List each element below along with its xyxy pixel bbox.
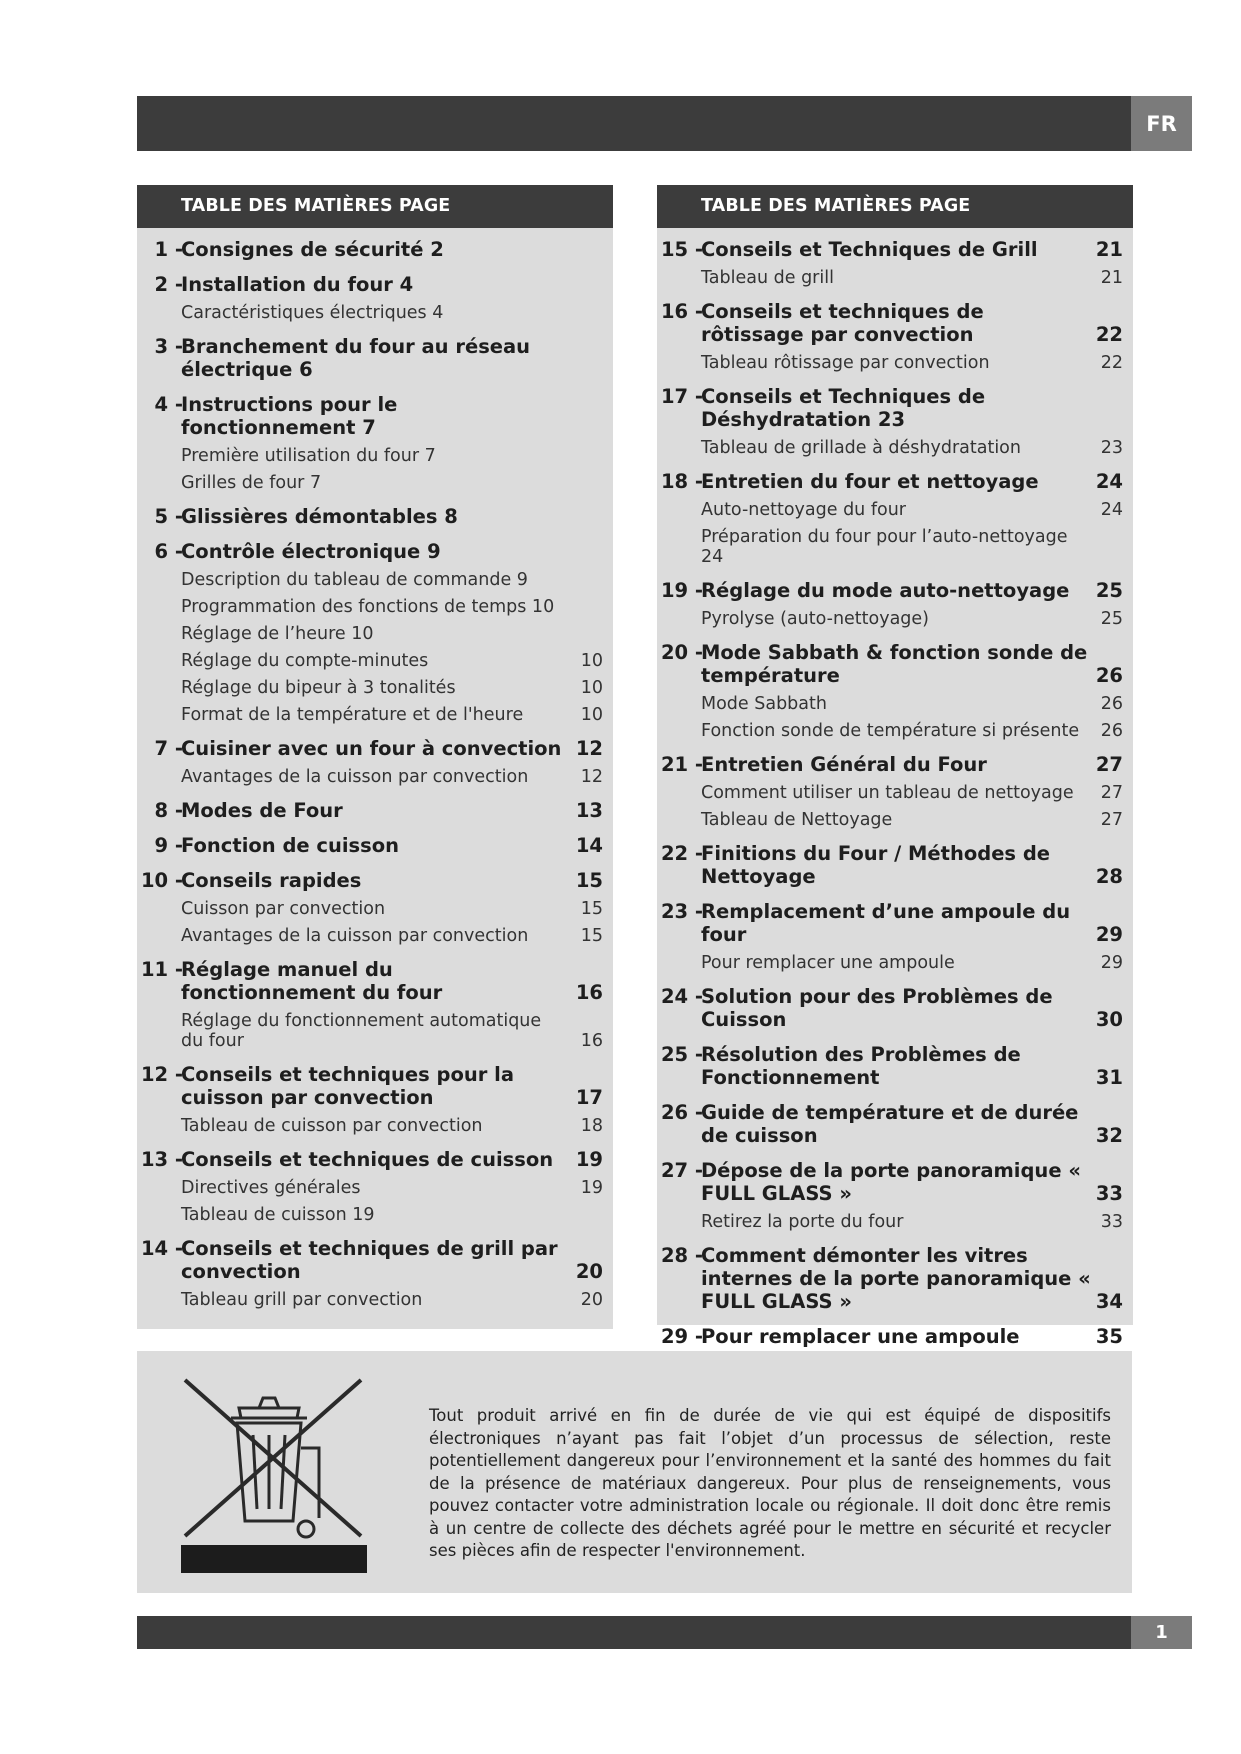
toc-subentry [657,609,1133,629]
toc-right-header: TABLE DES MATIÈRES PAGE [657,185,1133,228]
toc-chapter-entry [137,335,613,381]
toc-chapter-entry [137,869,613,892]
toc-subentry [657,527,1133,567]
chapter-page: 22 [1095,323,1123,346]
subentry-title: Réglage du fonctionnement automatique du four [181,1011,542,1051]
chapter-title: Glissières démontables 8 [181,505,458,528]
chapter-title: Comment démonter les vitres internes de la porte panoramique « FULL GLASS » [701,1244,1091,1313]
toc-chapter-entry [137,505,613,528]
chapter-number: 28 - [660,1244,703,1267]
chapter-title: Instructions pour le fonctionnement 7 [181,393,398,439]
toc-subentry [657,694,1133,714]
chapter-number: 11 - [140,958,183,981]
chapter-number: 26 - [660,1101,703,1124]
subentry-page: 25 [1100,609,1123,629]
chapter-page: 32 [1095,1124,1123,1147]
chapter-number: 2 - [154,273,183,296]
chapter-page: 17 [575,1086,603,1109]
chapter-title: Conseils et techniques de rôtissage par convection [701,300,984,346]
chapter-number: 3 - [154,335,183,358]
bottom-footer-bar [137,1616,1131,1649]
toc-subentry [657,268,1133,288]
subentry-title: Description du tableau de commande 9 [181,570,528,590]
toc-right-column [657,185,1133,1348]
chapter-number: 19 - [660,579,703,602]
chapter-number: 20 - [660,641,703,664]
subentry-page: 27 [1100,810,1123,830]
chapter-page: 31 [1095,1066,1123,1089]
toc-chapter-entry [657,1244,1133,1313]
chapter-page: 21 [1095,238,1123,261]
toc-subentry [657,721,1133,741]
toc-chapter-entry [137,834,613,857]
chapter-title: Contrôle électronique 9 [181,540,441,563]
toc-chapter-entry [137,540,613,563]
subentry-title: Tableau de grill [701,268,834,288]
toc-chapter-entry [657,579,1133,602]
toc-chapter-entry [137,1237,613,1283]
subentry-page: 15 [580,926,603,946]
chapter-page: 12 [575,737,603,760]
subentry-title: Programmation des fonctions de temps 10 [181,597,555,617]
chapter-title: Finitions du Four / Méthodes de Nettoyage [701,842,1051,888]
subentry-page: 26 [1100,694,1123,714]
subentry-page: 21 [1100,268,1123,288]
chapter-title: Réglage du mode auto-nettoyage [701,579,1070,602]
chapter-page: 35 [1095,1325,1123,1348]
toc-subentry [137,303,613,323]
subentry-title: Cuisson par convection [181,899,386,919]
chapter-title: Modes de Four [181,799,343,822]
toc-subentry [137,473,613,493]
weee-disposal-notice [137,1351,1132,1593]
subentry-page: 33 [1100,1212,1123,1232]
chapter-title: Conseils et Techniques de Grill [701,238,1038,261]
toc-subentry [137,446,613,466]
toc-left-list [137,228,613,1310]
chapter-page: 13 [575,799,603,822]
crossed-out-wheelie-bin-icon [179,1373,369,1573]
toc-chapter-entry [657,470,1133,493]
toc-subentry [657,1212,1133,1232]
subentry-title: Avantages de la cuisson par convection [181,767,529,787]
subentry-page: 26 [1100,721,1123,741]
chapter-number: 4 - [154,393,183,416]
subentry-page: 27 [1100,783,1123,803]
chapter-page: 19 [575,1148,603,1171]
chapter-title: Branchement du four au réseau électrique 6 [181,335,531,381]
chapter-page: 14 [575,834,603,857]
toc-subentry [657,953,1133,973]
toc-subentry [657,353,1133,373]
subentry-page: 12 [580,767,603,787]
chapter-page: 27 [1095,753,1123,776]
chapter-page: 26 [1095,664,1123,687]
toc-chapter-entry [137,393,613,439]
toc-chapter-entry [137,958,613,1004]
subentry-title: Directives générales [181,1178,361,1198]
toc-chapter-entry [137,1063,613,1109]
subentry-title: Mode Sabbath [701,694,827,714]
page-number: 1 [1131,1616,1192,1649]
subentry-title: Format de la température et de l'heure [181,705,524,725]
toc-chapter-entry [657,1101,1133,1147]
toc-subentry [137,678,613,698]
chapter-title: Mode Sabbath & fonction sonde de température [701,641,1088,687]
toc-subentry [137,1011,613,1051]
chapter-number: 12 - [140,1063,183,1086]
toc-subentry [137,899,613,919]
chapter-title: Consignes de sécurité 2 [181,238,444,261]
chapter-number: 10 - [140,869,183,892]
chapter-page: 15 [575,869,603,892]
toc-chapter-entry [657,842,1133,888]
chapter-number: 25 - [660,1043,703,1066]
subentry-page: 10 [580,678,603,698]
subentry-title: Comment utiliser un tableau de nettoyage [701,783,1074,803]
toc-subentry [657,810,1133,830]
toc-subentry [137,1205,613,1225]
subentry-title: Réglage du compte-minutes [181,651,429,671]
subentry-title: Réglage de l’heure 10 [181,624,374,644]
chapter-title: Réglage manuel du fonctionnement du four [181,958,443,1004]
toc-chapter-entry [137,799,613,822]
chapter-number: 22 - [660,842,703,865]
chapter-number: 16 - [660,300,703,323]
subentry-title: Pyrolyse (auto-nettoyage) [701,609,930,629]
toc-chapter-entry [657,1043,1133,1089]
subentry-title: Avantages de la cuisson par convection [181,926,529,946]
subentry-title: Tableau de cuisson 19 [181,1205,375,1225]
chapter-page: 28 [1095,865,1123,888]
toc-chapter-entry [137,737,613,760]
toc-chapter-entry [657,900,1133,946]
chapter-page: 34 [1095,1290,1123,1313]
subentry-title: Retirez la porte du four [701,1212,904,1232]
toc-subentry [137,926,613,946]
toc-subentry [137,1178,613,1198]
chapter-number: 13 - [140,1148,183,1171]
chapter-page: 20 [575,1260,603,1283]
toc-chapter-entry [657,385,1133,431]
chapter-number: 9 - [154,834,183,857]
chapter-title: Entretien Général du Four [701,753,987,776]
toc-chapter-entry [137,1148,613,1171]
toc-subentry [137,1116,613,1136]
toc-subentry [657,438,1133,458]
subentry-title: Tableau rôtissage par convection [701,353,990,373]
subentry-title: Première utilisation du four 7 [181,446,436,466]
subentry-page: 10 [580,651,603,671]
chapter-number: 29 - [660,1325,703,1348]
toc-subentry [137,1290,613,1310]
chapter-page: 24 [1095,470,1123,493]
chapter-number: 27 - [660,1159,703,1182]
toc-subentry [137,705,613,725]
subentry-page: 16 [580,1031,603,1051]
toc-left-header: TABLE DES MATIÈRES PAGE [137,185,613,228]
subentry-page: 20 [580,1290,603,1310]
chapter-title: Solution pour des Problèmes de Cuisson [701,985,1053,1031]
toc-right-list [657,228,1133,1348]
chapter-number: 6 - [154,540,183,563]
chapter-number: 18 - [660,470,703,493]
subentry-title: Tableau grill par convection [181,1290,423,1310]
toc-subentry [137,597,613,617]
chapter-page: 25 [1095,579,1123,602]
chapter-title: Fonction de cuisson [181,834,400,857]
toc-subentry [137,767,613,787]
chapter-title: Installation du four 4 [181,273,414,296]
chapter-number: 14 - [140,1237,183,1260]
subentry-page: 23 [1100,438,1123,458]
chapter-number: 5 - [154,505,183,528]
chapter-page: 30 [1095,1008,1123,1031]
chapter-number: 7 - [154,737,183,760]
subentry-title: Pour remplacer une ampoule [701,953,955,973]
subentry-title: Grilles de four 7 [181,473,322,493]
subentry-title: Tableau de grillade à déshydratation [701,438,1021,458]
chapter-title: Remplacement d’une ampoule du four [701,900,1071,946]
chapter-title: Conseils et Techniques de Déshydratation 23 [701,385,986,431]
subentry-title: Préparation du four pour l’auto-nettoyage 24 [701,527,1068,567]
chapter-number: 21 - [660,753,703,776]
toc-chapter-entry [137,238,613,261]
toc-left-column [137,185,613,1329]
toc-subentry [657,783,1133,803]
subentry-page: 19 [580,1178,603,1198]
chapter-title: Conseils et techniques de grill par convection [181,1237,558,1283]
chapter-page: 16 [575,981,603,1004]
toc-chapter-entry [657,753,1133,776]
chapter-number: 15 - [660,238,703,261]
subentry-page: 22 [1100,353,1123,373]
chapter-number: 8 - [154,799,183,822]
subentry-page: 29 [1100,953,1123,973]
chapter-page: 29 [1095,923,1123,946]
chapter-title: Guide de température et de durée de cuisson [701,1101,1079,1147]
toc-chapter-entry [657,641,1133,687]
subentry-title: Fonction sonde de température si présente [701,721,1080,741]
subentry-page: 24 [1100,500,1123,520]
chapter-page: 33 [1095,1182,1123,1205]
subentry-page: 15 [580,899,603,919]
toc-chapter-entry [657,1325,1133,1348]
subentry-page: 10 [580,705,603,725]
chapter-title: Pour remplacer une ampoule [701,1325,1020,1348]
chapter-number: 17 - [660,385,703,408]
toc-subentry [137,651,613,671]
chapter-number: 23 - [660,900,703,923]
language-tab: FR [1131,96,1192,151]
subentry-title: Réglage du bipeur à 3 tonalités [181,678,456,698]
toc-chapter-entry [657,1159,1133,1205]
toc-subentry [657,500,1133,520]
chapter-title: Conseils rapides [181,869,362,892]
chapter-title: Dépose de la porte panoramique « FULL GLASS » [701,1159,1081,1205]
chapter-number: 1 - [154,238,183,261]
subentry-title: Auto-nettoyage du four [701,500,906,520]
disposal-notice-text: Tout produit arrivé en fin de durée de vie qui est équipé de dispositifs électroniques n’ayant pas fait l’objet d’un processus de sélection, reste potentiellement dangereux pour l’environnement et la santé des hommes du fait de la présence de matériaux dangereux. Pour plus de renseignements, vous pouvez contacter votre administration locale ou régionale. Il doit donc être remis à un centre de collecte des déchets agréé pour le mettre en sécurité et recycler ses pièces afin de respecter l'environnement. [429,1406,1111,1560]
subentry-title: Tableau de Nettoyage [701,810,893,830]
toc-chapter-entry [657,300,1133,346]
chapter-title: Conseils et techniques pour la cuisson par convection [181,1063,515,1109]
subentry-page: 18 [580,1116,603,1136]
toc-subentry [137,570,613,590]
chapter-title: Conseils et techniques de cuisson [181,1148,554,1171]
toc-chapter-entry [137,273,613,296]
chapter-number: 24 - [660,985,703,1008]
toc-chapter-entry [657,238,1133,261]
chapter-title: Résolution des Problèmes de Fonctionnement [701,1043,1021,1089]
chapter-title: Cuisiner avec un four à convection [181,737,562,760]
subentry-title: Tableau de cuisson par convection [181,1116,483,1136]
top-header-bar [137,96,1131,151]
chapter-title: Entretien du four et nettoyage [701,470,1039,493]
toc-chapter-entry [657,985,1133,1031]
toc-subentry [137,624,613,644]
subentry-title: Caractéristiques électriques 4 [181,303,444,323]
